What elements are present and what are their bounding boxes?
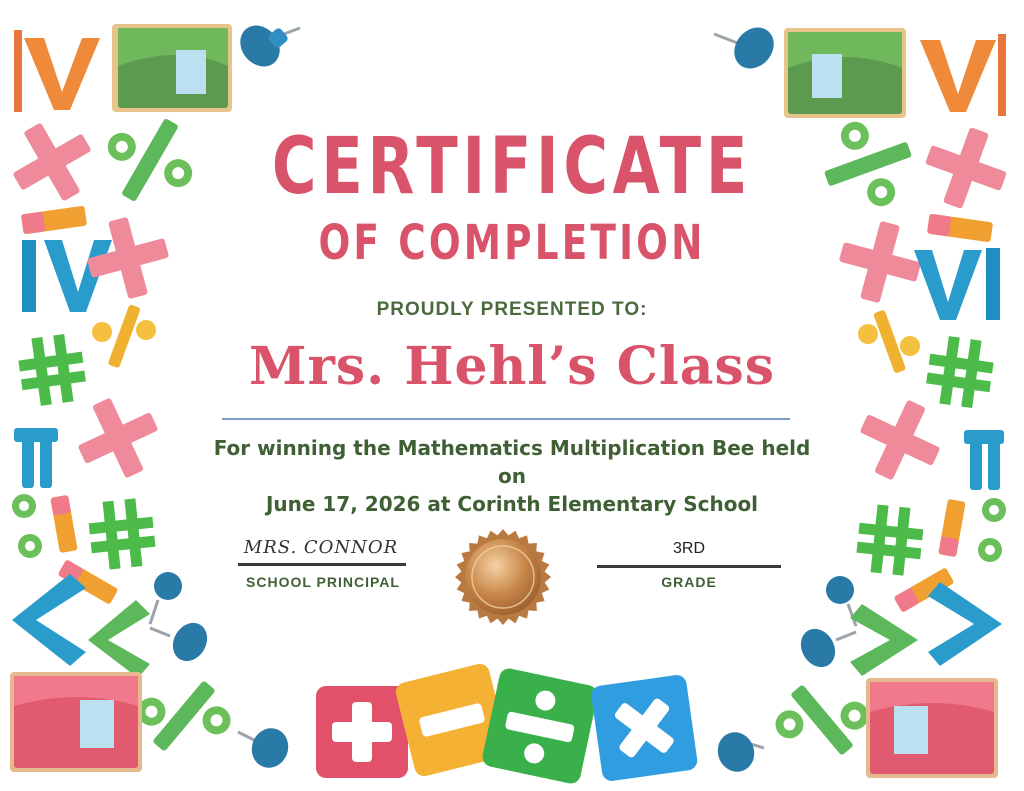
- certificate-subtitle: OF COMPLETION: [318, 215, 706, 271]
- grade-line: [597, 565, 781, 568]
- multiply-icon: [0, 107, 107, 216]
- greater-than-icon: [850, 604, 918, 676]
- pushpin-icon: [712, 727, 764, 777]
- pushpin-icon: [150, 617, 214, 668]
- reason-line-2: on: [498, 464, 526, 488]
- notebook-icon: [10, 672, 142, 772]
- grade-value: 3RD: [672, 540, 705, 557]
- reason-line-3: June 17, 2026 at Corinth Elementary School: [265, 492, 759, 516]
- notebook-icon: [866, 678, 998, 778]
- pushpin-icon: [232, 18, 300, 75]
- roman-numeral-v-icon: [14, 30, 100, 112]
- less-than-icon: [12, 574, 86, 666]
- pushpin-icon: [150, 572, 182, 624]
- roman-numeral-v-icon: [920, 34, 1006, 116]
- certificate-title: CERTIFICATE: [271, 122, 753, 212]
- gold-seal-icon: [453, 527, 553, 627]
- recipient-name: Mrs. Hehl’s Class: [248, 336, 776, 397]
- grade-label: GRADE: [661, 574, 717, 590]
- notebook-icon: [784, 28, 906, 118]
- principal-signature: MRS. CONNOR: [243, 537, 399, 558]
- presented-to-label: PROUDLY PRESENTED TO:: [376, 299, 648, 320]
- percent-icon: [770, 670, 874, 769]
- notebook-icon: [112, 24, 232, 112]
- plus-tile-icon: [316, 686, 408, 778]
- pushpin-icon: [714, 20, 782, 77]
- signature-label: SCHOOL PRINCIPAL: [246, 574, 400, 590]
- reason-line-1: For winning the Mathematics Multiplication Bee held: [213, 436, 811, 460]
- signature-line: [238, 563, 406, 566]
- divider-line: [222, 418, 790, 420]
- pushpin-icon: [794, 623, 856, 674]
- times-tile-icon: [590, 674, 698, 782]
- less-than-icon: [88, 600, 150, 678]
- divide-tile-icon: [481, 667, 600, 786]
- pushpin-icon: [238, 723, 294, 773]
- greater-than-icon: [928, 582, 1002, 666]
- percent-icon: [132, 666, 236, 765]
- eraser-icon: [927, 214, 993, 243]
- multiply-icon: [915, 117, 1018, 220]
- eraser-icon: [21, 206, 87, 235]
